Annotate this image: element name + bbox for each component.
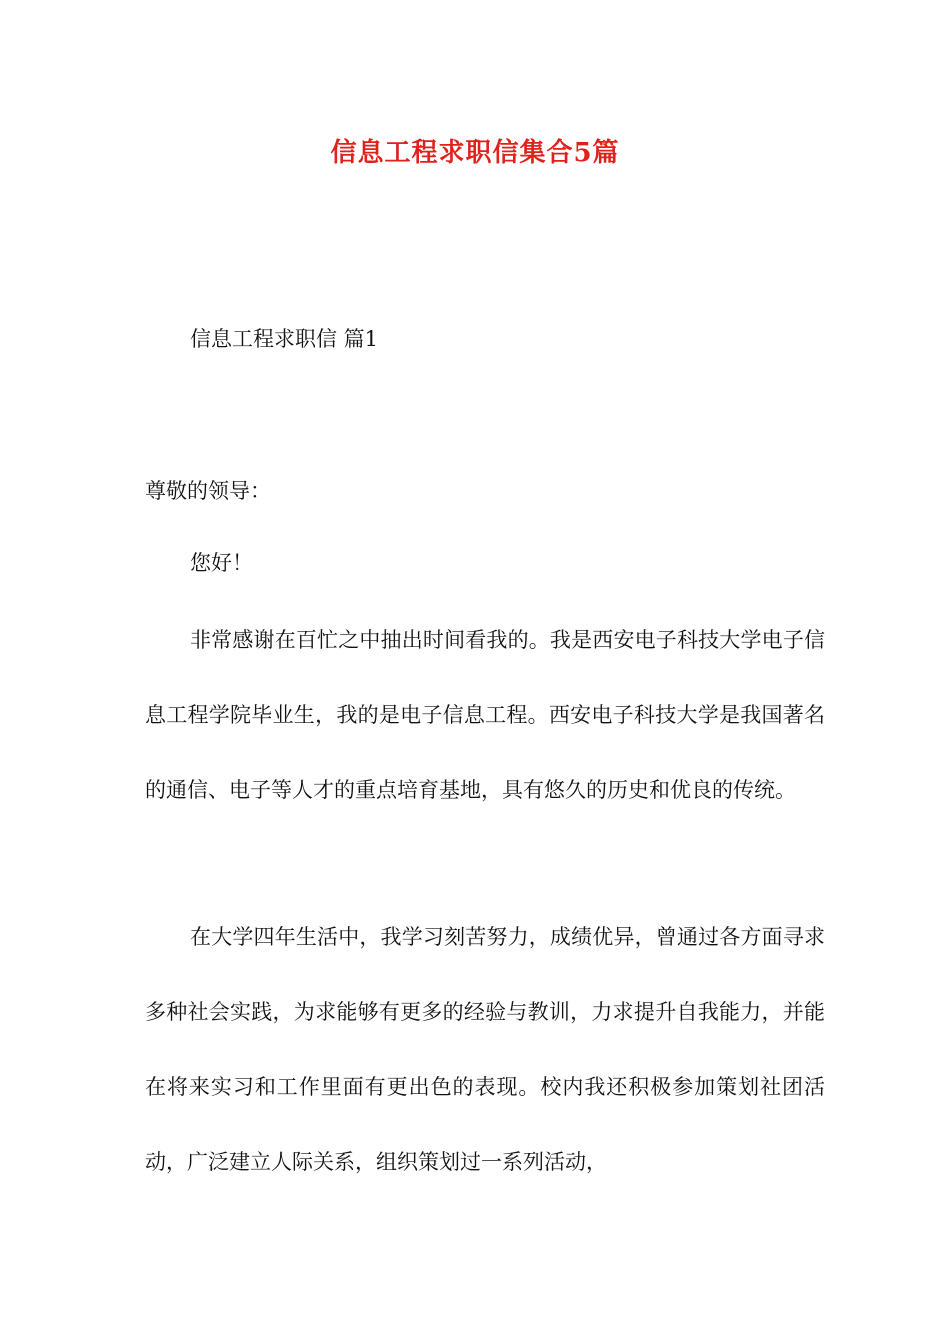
salutation: 尊敬的领导： (145, 479, 271, 503)
document-title: 信息工程求职信集合5篇 (330, 138, 620, 168)
section-heading: 信息工程求职信 篇1 (190, 327, 379, 351)
body-paragraph-2: 在大学四年生活中，我学习刻苦努力，成绩优异，曾通过各方面寻求多种社会实践，为求能够有更多的经验与教训，力求提升自我能力，并能在将来实习和工作里面有更出色的表现。校内我还积极参加策划社团活动，广泛建立人际关系，组织策划过一系列活动， (145, 925, 825, 1174)
body-paragraph-1: 非常感谢在百忙之中抽出时间看我的。我是西安电子科技大学电子信息工程学院毕业生，我的是电子信息工程。西安电子科技大学是我国著名的通信、电子等人才的重点培育基地，具有悠久的历史和优良的传统。 (145, 628, 825, 802)
greeting: 您好！ (190, 551, 253, 575)
